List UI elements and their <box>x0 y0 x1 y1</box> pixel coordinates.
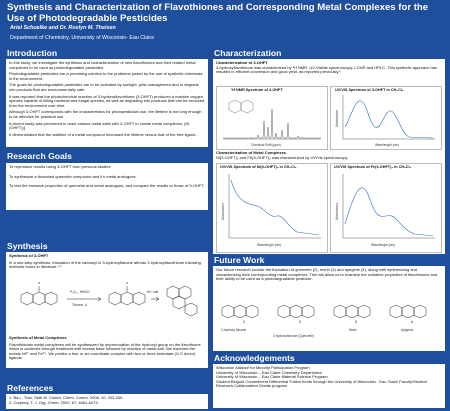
structure-number: 2 <box>299 320 301 324</box>
characterization-subheading: Characterization of 3-OHFT <box>216 60 268 65</box>
uvvis-fe-x-label: Wavelength (nm) <box>371 243 396 247</box>
uvvis-3ohft-figure <box>330 86 442 150</box>
intro-paragraph: Photodegradable pesticides are a promising solution to the problems posed by the use of synthetic chemicals in the environment. <box>9 71 203 81</box>
structure-name: 3-hydroxyflavone (Quercetin) <box>273 334 315 338</box>
uvvis-ni-y-label: Absorbance <box>221 202 225 220</box>
metal-synthesis-block <box>9 336 205 363</box>
synthesis-heading: Synthesis <box>7 241 48 251</box>
characterization-text: 3-hydroxyflavothione was characterized by ¹H NMR, UV-Visible spectroscopy, LCMS and HPLC. This synthetic approach has resulted in efficient conversion and good yield, as reported previously.¹ <box>216 64 437 75</box>
characterization-subheading: Characterization of Metal Complexes <box>216 150 287 155</box>
structure-number: 1 <box>243 320 245 324</box>
poster-title: Synthesis and Characterization of Flavothiones and Corresponding Metal Complexes for the Use of Photodegradable Pesticides <box>7 2 429 24</box>
acknowledgement-item: Student Blugold Commitment Differential Tuition funds through the University of Wisconsin - Eau Claire Faculty/Student Research Collaboration Grants program <box>216 378 427 389</box>
future-work-panel <box>213 266 445 351</box>
authors: Ariel Schuelke and Dr. Roslyn M. Theisen <box>10 25 116 31</box>
nmr-figure <box>216 86 328 150</box>
acknowledgement-item: University of Wisconsin – Eau Claire Material Science Program <box>216 374 328 380</box>
nmr-figure-title: ¹H NMR Spectrum of 3-OHFT <box>231 88 283 92</box>
synthesis-text: In a one-step synthesis, thionation of the carbonyl in 3-hydroxyflavone affords 3-hydroxyflavothione following methods found in literature.¹˒² <box>9 259 201 270</box>
intro-paragraph: It demonstrated that the addition of a metal compound increased the lifetime versus that of the free ligand.. <box>9 131 198 137</box>
uvvis-fe-title: UV/VIS Spectrum of Fe(3-OHFT)₃ in CH₂Cl₂ <box>334 165 412 169</box>
uvvis-3ohft-spectrum <box>331 87 441 149</box>
goal-item: To synthesize a thionated quercetin compound and it's metal analogues. <box>9 173 137 179</box>
nmr-x-label: Chemical Shift (ppm) <box>251 143 281 147</box>
intro-paragraph: A recent study was performed to react various metal salts with 3-OHFT to create metal complexes, [M-(OHFT)₂]. <box>9 120 191 131</box>
scheme-solvent: Toluene, Δ <box>72 303 88 307</box>
references-panel <box>6 394 208 409</box>
uvvis-ni-figure <box>216 163 328 253</box>
structure-name: 3-hydroxy flavone <box>221 328 247 332</box>
synthesis-subheading: Synthesis of Metal Complexes <box>9 335 67 340</box>
future-work-text: Our future research include the thionation of quercetin (2), morin (3) and apeginin (4), along with synthesizing and characterizing their corresponding metal complexes. This will allow us to examine the oxidative properties of flavothiones and their ability to be used as a photodegradable pesticide. <box>216 267 438 282</box>
structure-name: Morin <box>349 328 357 332</box>
uvvis-fe-spectrum <box>331 164 441 252</box>
nmr-spectrum <box>217 87 327 149</box>
structure-name: Apigenin <box>401 328 414 332</box>
uvvis-ni-spectrum <box>217 164 327 252</box>
svg-text:S: S <box>125 281 129 285</box>
intro-paragraph: Although 3-OHFT corresponds with the characteristics for photopesticidal use, the lifetime is not long enough to be effective for practical use. <box>9 109 202 119</box>
uvvis-3ohft-y-label: Absorbance <box>335 109 339 127</box>
acknowledgements-panel <box>213 364 445 408</box>
research-goals-panel <box>6 163 208 210</box>
svg-text:O: O <box>37 281 41 285</box>
structure-number: 4 <box>411 320 413 324</box>
uvvis-fe-figure <box>330 163 442 253</box>
uvvis-3ohft-title: UV/VIS Spectrum of 3-OHFT in CH₂Cl₂ <box>335 88 404 92</box>
structure-number: 3 <box>355 320 357 324</box>
title-bar <box>0 0 450 45</box>
intro-paragraph: It was reported that the photochemical reaction of 3-hydroxyflavothione (3-OHFT) produced a reactive oxygen species capable of killing bacterial and fungal species, as well as degrading into products that can be removed from the environment over time. <box>9 93 205 108</box>
uvvis-ni-title: UV/VIS Spectrum of Ni(3-OHFT)₂ in CH₂Cl₂ <box>220 165 297 169</box>
reference-item: 1. Ba L, Tran; Seth M. Cohen. Chem. Comm. 2006, 10, 203-205. <box>9 395 124 400</box>
future-work-heading: Future Work <box>214 255 265 265</box>
characterization-text: Ni(3-OHFT)₂ and Fe(3-OHFT)₃ was characterized by UV/Vis spectroscopy. <box>216 155 349 160</box>
synthesis-subheading: Synthesis of 3-OHFT <box>9 253 49 258</box>
introduction-panel <box>6 59 208 147</box>
characterization-heading: Characterization <box>214 48 282 58</box>
uvvis-fe-y-label: Absorbance <box>335 202 339 220</box>
reaction-scheme <box>9 275 205 325</box>
acknowledgements-heading: Acknowledgements <box>214 353 295 363</box>
goal-item: To test the emissive properties of quercetin and metal analogues, and compare the results to those of 3-OHFT. <box>9 183 205 189</box>
characterization-panel <box>213 59 445 254</box>
scheme-reagent: P₄S₁₀, HMDO <box>70 290 90 294</box>
reference-item: 2. Curphey, T. J. Org. Chem. 2002, 67, 6461-6473. <box>9 399 99 405</box>
synthesis-panel <box>6 252 208 368</box>
department: Department of Chemistry, University of Wisconsin- Eau Claire <box>10 35 155 41</box>
intro-paragraph: In this study, we investigate the synthesis and characterization of new flavothiones and their related metal complexes to be used as photodegradable pesticides. <box>9 60 196 70</box>
goal-item: To reproduce results using 3-OHFT from previous studies <box>9 164 111 169</box>
intro-paragraph: The goals for photodegradable pesticides are to be activated by sunlight, pest management and to degrade into products that are environmentally safe. <box>9 82 199 92</box>
uvvis-3ohft-x-label: Wavelength (nm) <box>375 143 400 147</box>
introduction-heading: Introduction <box>7 48 58 58</box>
uvvis-ni-x-label: Wavelength (nm) <box>257 243 282 247</box>
research-goals-heading: Research Goals <box>7 151 72 161</box>
acknowledgement-item: University of Wisconsin – Eau Claire Chemistry Department <box>216 369 322 375</box>
scheme-metal-salt: M²⁺ salt <box>147 290 159 294</box>
acknowledgement-item: Wisconsin Alliance for Minority Participation Program <box>216 365 310 370</box>
references-heading: References <box>7 383 54 393</box>
synthesis-text: Flavothionato metal complexes will be synthesized by deprotonation of the hydroxyl group on the flavothione which is achieved through treatment with excess base followed by reaction of metal salt. We explored the metals Ni²⁺ and Fe³⁺. We predict a four or six-coordinate complex with two or three bidentate (O,S donor) ligands. <box>9 341 201 361</box>
